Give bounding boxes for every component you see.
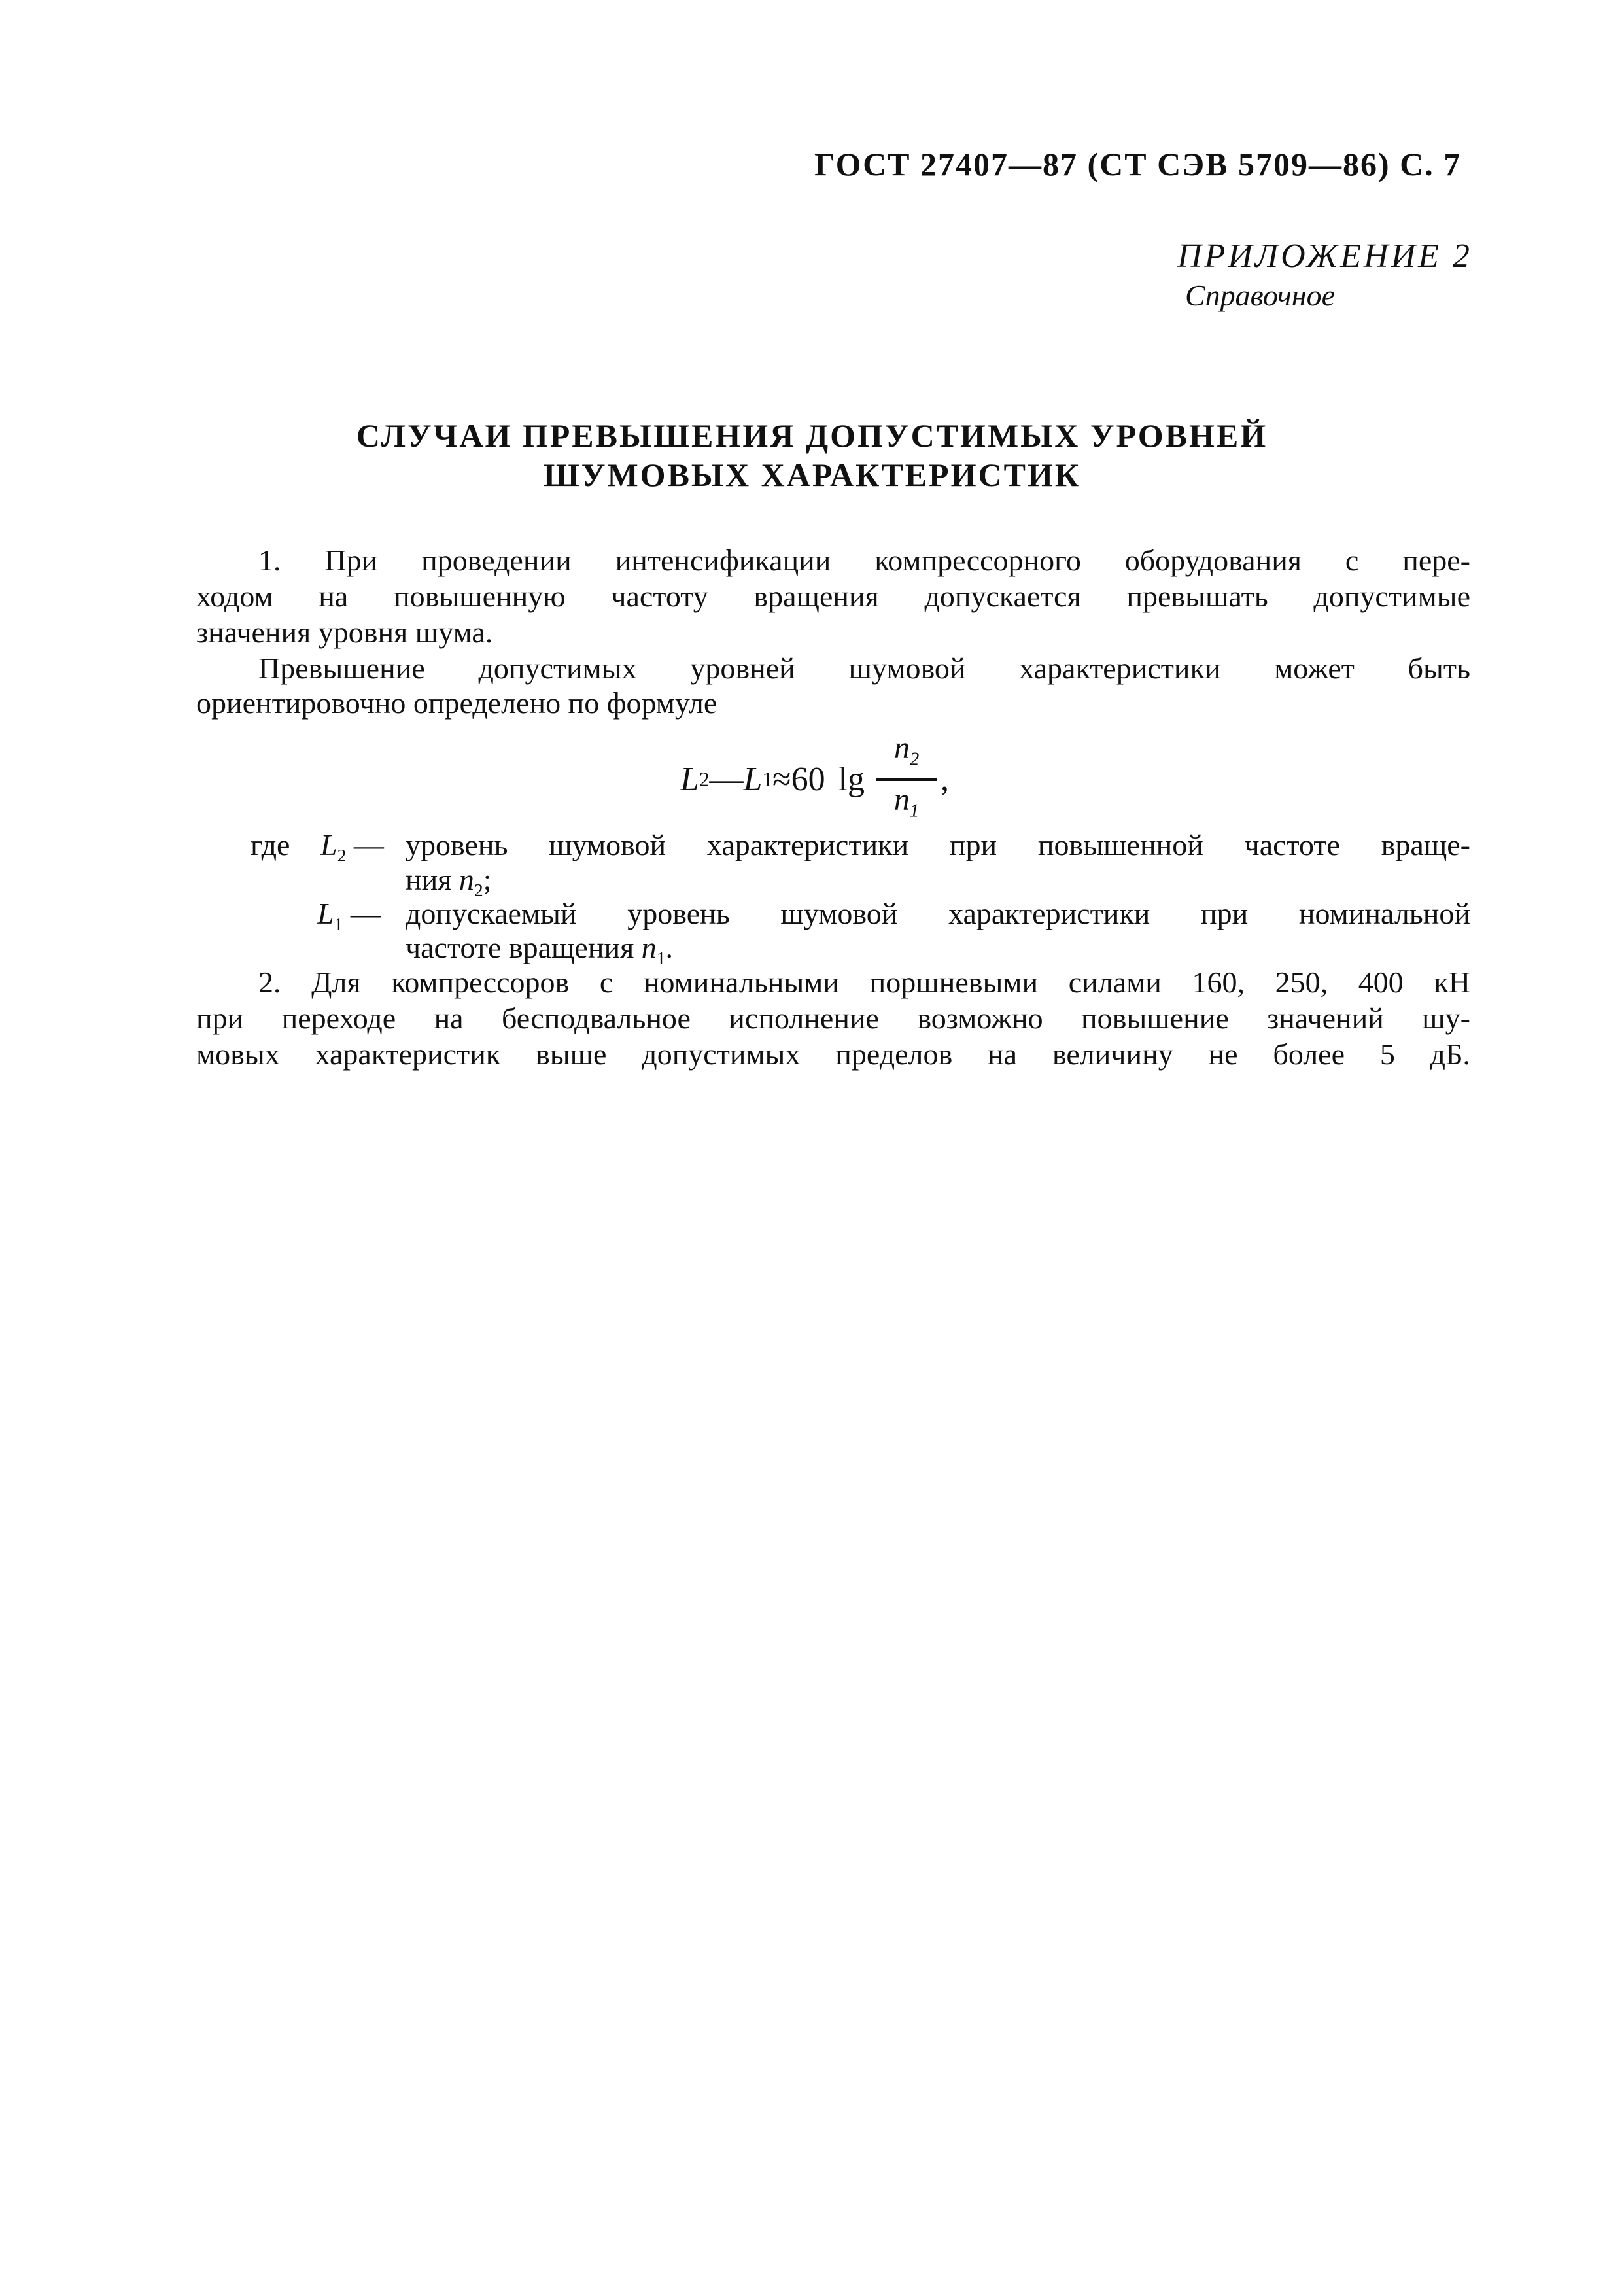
formula-comma: ,: [941, 761, 950, 799]
appendix-label: ПРИЛОЖЕНИЕ 2: [1177, 237, 1472, 275]
paragraph-3-line-2: при переходе на бесподвальное исполнение возможно повышение значений шу-: [196, 1001, 1470, 1035]
section-title-line-1: СЛУЧАИ ПРЕВЫШЕНИЯ ДОПУСТИМЫХ УРОВНЕЙ: [356, 417, 1268, 454]
where-term-l2: $L_2$ —: [320, 828, 384, 866]
where-def-l1-line-1: допускаемый уровень шумовой характеристики при номинальной: [406, 897, 1470, 930]
formula-log: lg: [838, 761, 865, 799]
appendix-type: Справочное: [1185, 279, 1336, 312]
paragraph-2-line-1: Превышение допустимых уровней шумовой характеристики может быть: [258, 652, 1470, 685]
noise-formula: L 2 — L 1 ≈ 60 lg $\frac{n_2}{n_1}$ ,: [680, 729, 949, 829]
where-prefix: где: [251, 828, 290, 861]
formula-minus: —: [709, 761, 744, 799]
formula-denominator: $n_1$: [893, 782, 920, 822]
where-def-l2-line-2: ния $n_2$;: [406, 863, 492, 901]
formula-approx: ≈: [772, 761, 791, 799]
formula-l1: L: [743, 761, 763, 799]
paragraph-3-line-1: 2. Для компрессоров с номинальными поршневыми силами 160, 250, 400 кН: [258, 965, 1470, 999]
formula-fraction: [876, 729, 937, 829]
formula-coefficient: 60: [791, 761, 825, 799]
formula-numerator: $n_2$: [893, 731, 920, 770]
paragraph-1-line-1: 1. При проведении интенсификации компрессорного оборудования с пере-: [258, 544, 1470, 577]
document-header: ГОСТ 27407—87 (СТ СЭВ 5709—86) С. 7: [814, 146, 1462, 182]
where-def-l2-line-1: уровень шумовой характеристики при повышенной частоте враще-: [406, 828, 1470, 861]
paragraph-1-line-3: значения уровня шума.: [196, 616, 493, 649]
section-title-line-2: ШУМОВЫХ ХАРАКТЕРИСТИК: [543, 457, 1081, 493]
where-def-l1-line-2: частоте вращения $n_1$.: [406, 931, 674, 969]
paragraph-1-line-2: ходом на повышенную частоту вращения допускается превышать допустимые: [196, 580, 1470, 613]
formula-l2: L: [680, 761, 699, 799]
paragraph-2-line-2: ориентировочно определено по формуле: [196, 686, 717, 720]
paragraph-3-line-3: мовых характеристик выше допустимых пределов на величину не более 5 дБ.: [196, 1037, 1470, 1071]
where-term-l1: $L_1$ —: [317, 897, 381, 935]
